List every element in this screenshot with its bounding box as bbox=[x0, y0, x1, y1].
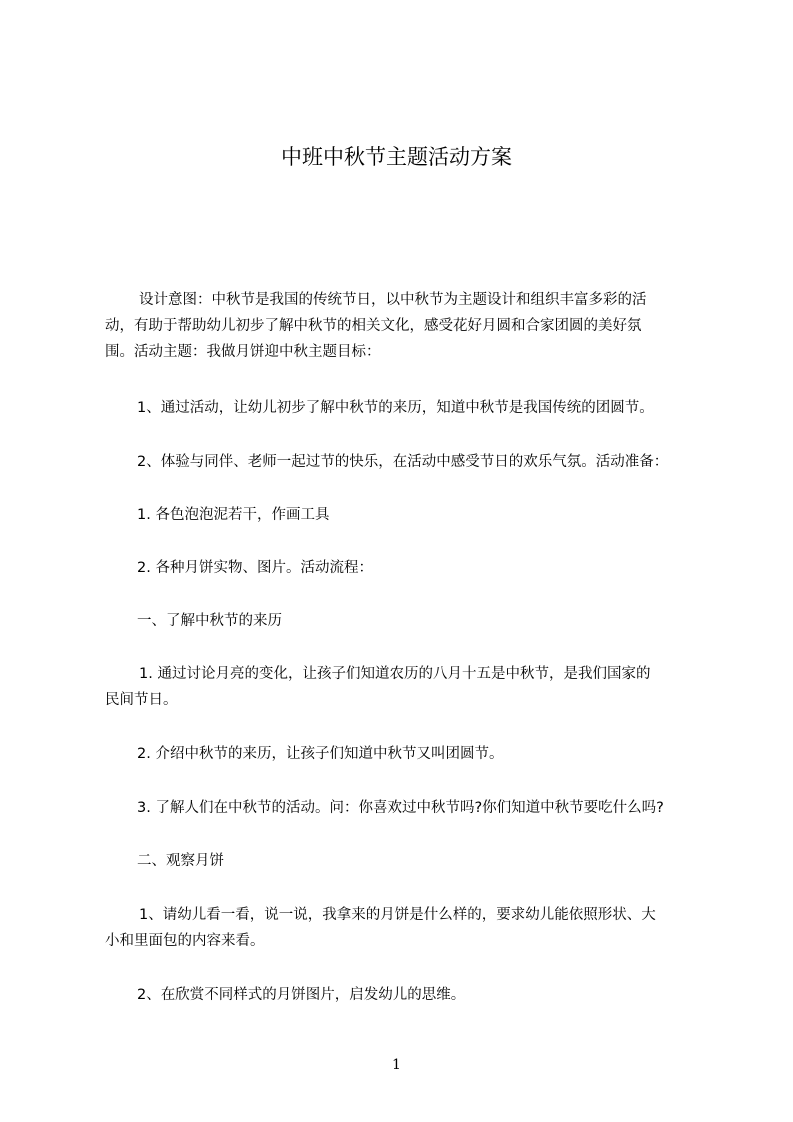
goal-2: 2、体验与同伴、老师一起过节的快乐，在活动中感受节日的欢乐气氛。活动准备： bbox=[137, 454, 669, 470]
prep-item-2: 2. 各种月饼实物、图片。活动流程： bbox=[137, 560, 373, 576]
intro-line-1: 设计意图：中秋节是我国的传统节日，以中秋节为主题设计和组织丰富多彩的活 bbox=[139, 292, 647, 308]
intro-line-3: 围。活动主题：我做月饼迎中秋主题目标： bbox=[105, 344, 381, 360]
section-2-item-1-line-2: 小和里面包的内容来看。 bbox=[105, 933, 265, 949]
section-2-item-1-line-1: 1、请幼儿看一看，说一说，我拿来的月饼是什么样的，要求幼儿能依照形状、大 bbox=[139, 907, 656, 923]
intro-line-2: 动，有助于帮助幼儿初步了解中秋节的相关文化，感受花好月圆和合家团圆的美好氛 bbox=[105, 318, 642, 334]
prep-item-1: 1. 各色泡泡泥若干，作画工具 bbox=[137, 507, 330, 523]
section-1-heading: 一、了解中秋节的来历 bbox=[137, 613, 282, 629]
section-1-item-2: 2. 介绍中秋节的来历，让孩子们知道中秋节又叫团圆节。 bbox=[137, 746, 504, 762]
section-1-item-1 bbox=[105, 661, 650, 713]
section-2-heading: 二、观察月饼 bbox=[137, 853, 224, 869]
page-number: 1 bbox=[392, 1057, 401, 1073]
section-1-item-1-line-1: 1. 通过讨论月亮的变化，让孩子们知道农历的八月十五是中秋节，是我们国家的 bbox=[139, 666, 651, 682]
section-1-item-3: 3. 了解人们在中秋节的活动。问：你喜欢过中秋节吗?你们知道中秋节要吃什么吗? bbox=[137, 800, 664, 816]
section-2-item-2: 2、在欣赏不同样式的月饼图片，启发幼儿的思维。 bbox=[137, 987, 466, 1003]
intro-paragraph bbox=[105, 287, 647, 365]
section-1-item-1-line-2: 民间节日。 bbox=[105, 692, 178, 708]
goal-1: 1、通过活动，让幼儿初步了解中秋节的来历，知道中秋节是我国传统的团圆节。 bbox=[137, 400, 654, 416]
section-2-item-1 bbox=[105, 902, 656, 954]
page-title: 中班中秋节主题活动方案 bbox=[281, 145, 512, 169]
